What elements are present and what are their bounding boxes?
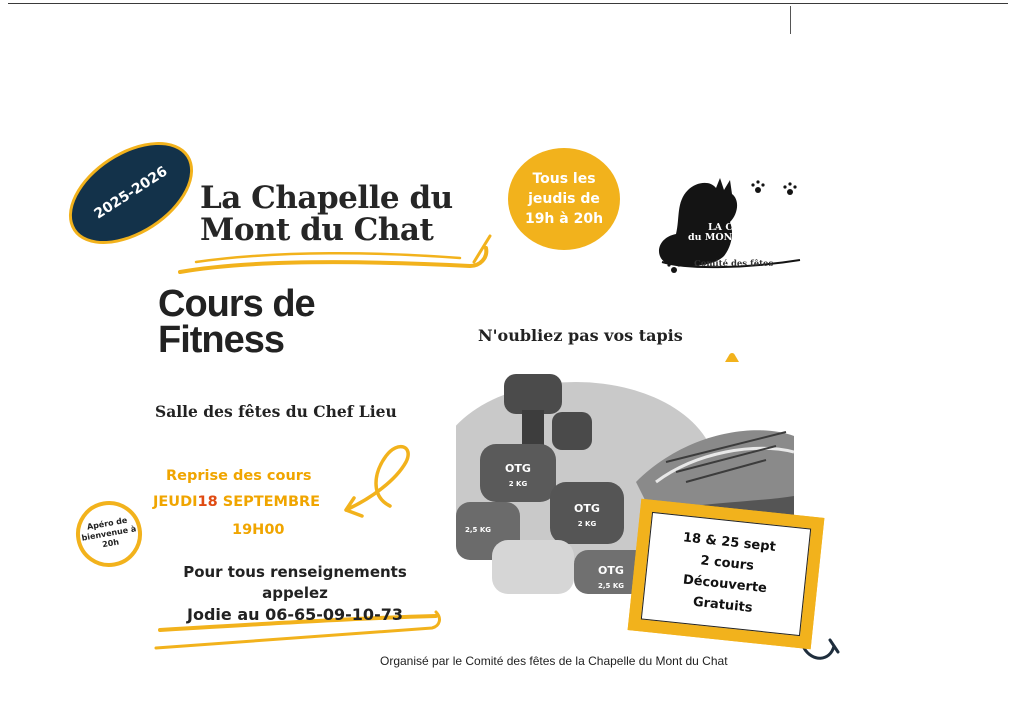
trial-free: Gratuits <box>692 594 754 616</box>
mat-reminder: N'oubliez pas vos tapis <box>478 326 683 345</box>
reprise-day: JEUDI <box>153 494 198 510</box>
schedule-line3: 19h à 20h <box>524 211 604 227</box>
contact-line2: appelez <box>262 584 328 602</box>
weight-label-a: 2 KG <box>508 480 528 488</box>
schedule-line2: jeudis de <box>528 191 600 207</box>
weight-brand-a: OTG <box>505 462 531 475</box>
reprise-month: SEPTEMBRE <box>222 494 321 510</box>
weight-brand-c: OTG <box>598 564 624 577</box>
schedule-badge <box>508 148 620 250</box>
trial-dates: 18 & 25 sept <box>682 530 777 556</box>
village-title-line2: Mont du Chat <box>200 212 434 248</box>
trial-count: 2 cours <box>699 553 755 574</box>
weight-label-d: 2,5 KG <box>597 582 625 590</box>
weight-label-b: 2 KG <box>577 520 597 528</box>
reprise-time: 19H00 <box>232 522 285 538</box>
season-label: 2025-2026 <box>91 163 171 223</box>
logo-line2: du MONT DU CHAT <box>688 232 793 243</box>
organizer-credit: Organisé par le Comité des fêtes de la Chapelle du Mont du Chat <box>380 654 728 668</box>
village-title-line1: La Chapelle du <box>200 180 453 216</box>
trial-type: Découverte <box>682 572 768 597</box>
free-trial-box <box>628 499 825 650</box>
contact-phone: Jodie au 06-65-09-10-73 <box>187 605 403 624</box>
reprise-heading: Reprise des cours <box>166 468 312 484</box>
schedule-line1: Tous les <box>532 171 596 187</box>
course-title-line1: Cours de <box>158 283 315 325</box>
logo-line1: LA CHAPELLE <box>708 222 785 233</box>
logo-line3: Comité des fêtes <box>694 259 774 269</box>
contact-line1: Pour tous renseignements <box>183 563 407 581</box>
apero-label: Apéro de bienvenue à 20h <box>80 515 137 550</box>
course-title <box>158 283 418 361</box>
reprise-day-number: 18 <box>197 494 218 510</box>
reprise-date <box>153 494 320 510</box>
weight-label-c: 2,5 KG <box>464 526 492 534</box>
venue: Salle des fêtes du Chef Lieu <box>155 402 397 421</box>
weight-brand-b: OTG <box>574 502 600 515</box>
course-title-line2: Fitness <box>158 319 285 361</box>
